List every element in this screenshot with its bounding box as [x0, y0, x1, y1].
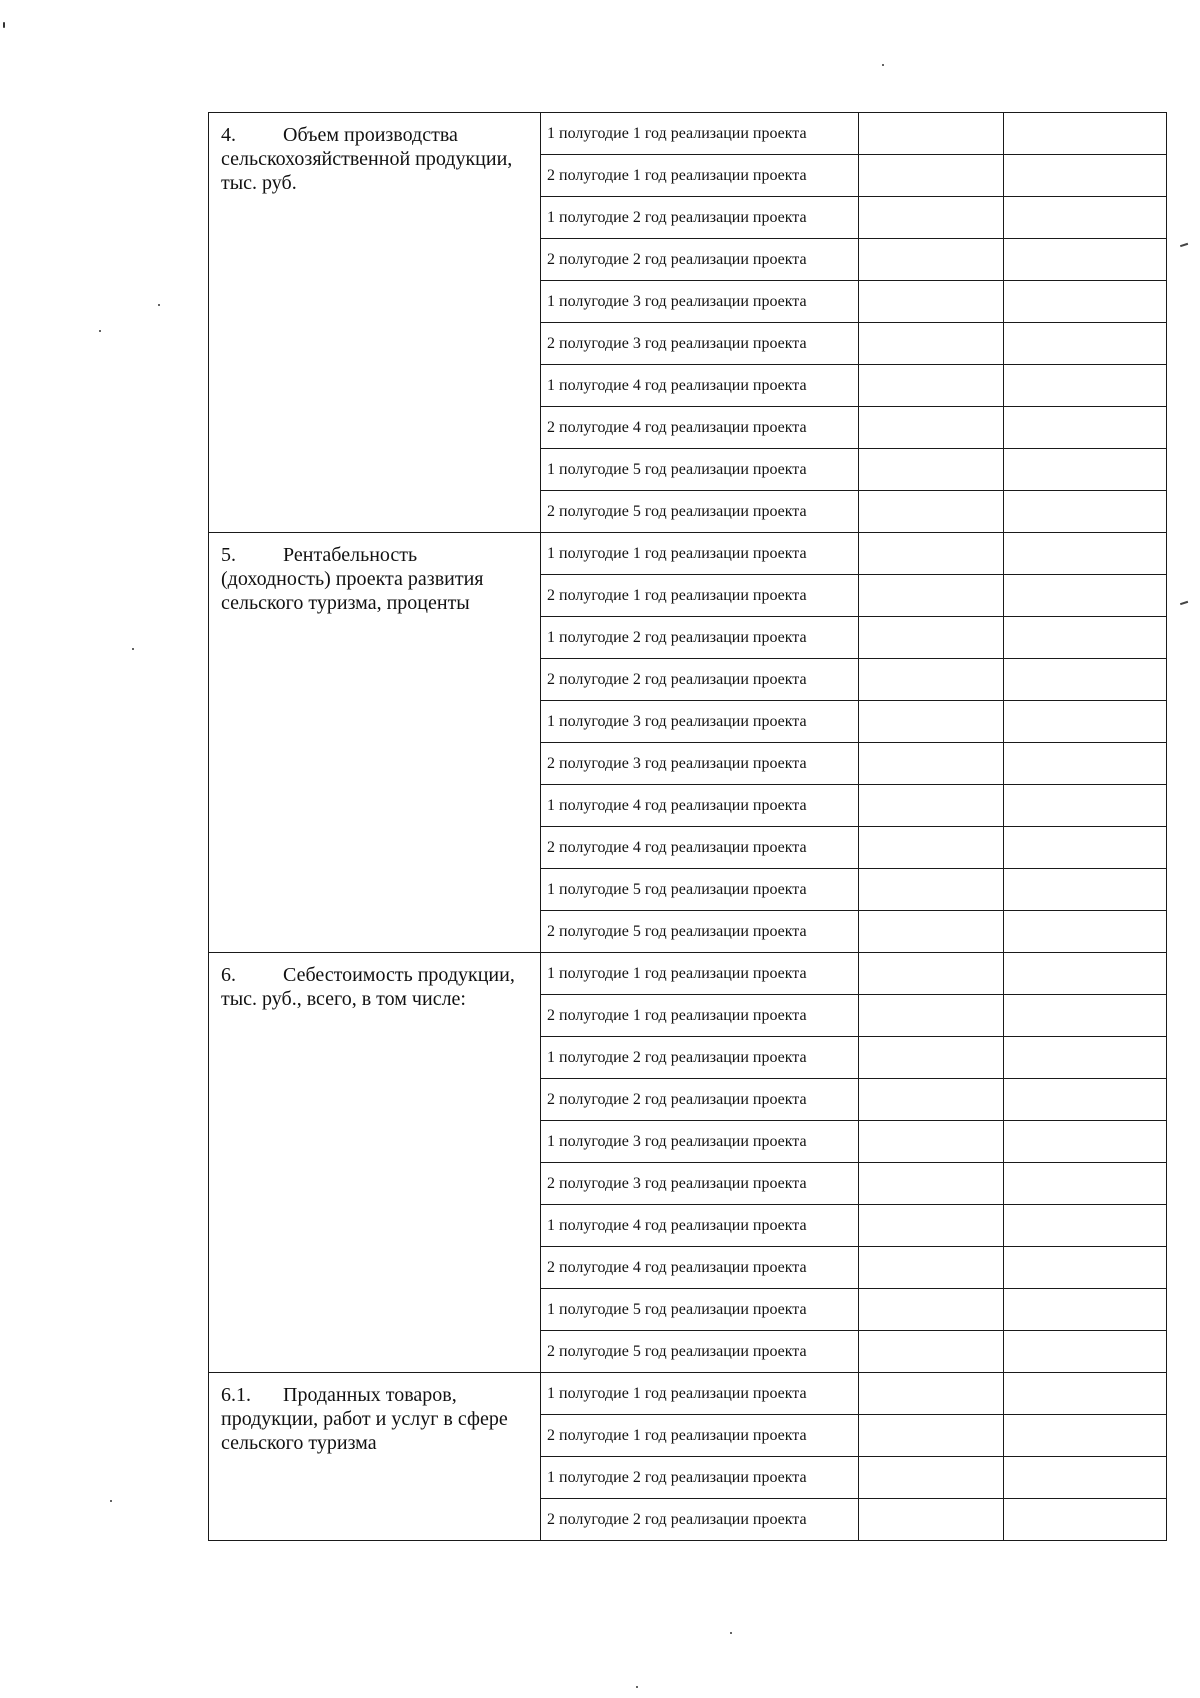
value-cell-2[interactable]: [1004, 953, 1167, 995]
value-cell-2[interactable]: [1004, 869, 1167, 911]
value-cell-2[interactable]: [1004, 1247, 1167, 1289]
value-cell-1[interactable]: [859, 953, 1004, 995]
period-cell: 1 полугодие 1 год реализации проекта: [541, 1373, 859, 1415]
period-cell: 2 полугодие 5 год реализации проекта: [541, 911, 859, 953]
value-cell-1[interactable]: [859, 1121, 1004, 1163]
value-cell-2[interactable]: [1004, 911, 1167, 953]
value-cell-1[interactable]: [859, 659, 1004, 701]
value-cell-2[interactable]: [1004, 995, 1167, 1037]
period-cell: 2 полугодие 3 год реализации проекта: [541, 323, 859, 365]
value-cell-1[interactable]: [859, 155, 1004, 197]
indicator-cell: [209, 113, 541, 533]
period-cell: 2 полугодие 2 год реализации проекта: [541, 1079, 859, 1121]
period-cell: 2 полугодие 2 год реализации проекта: [541, 659, 859, 701]
value-cell-1[interactable]: [859, 239, 1004, 281]
value-cell-2[interactable]: [1004, 1457, 1167, 1499]
value-cell-1[interactable]: [859, 785, 1004, 827]
table-row: [209, 953, 1167, 995]
value-cell-2[interactable]: [1004, 1079, 1167, 1121]
period-cell: 2 полугодие 4 год реализации проекта: [541, 827, 859, 869]
indicator-title: Проданных товаров, продукции, работ и услуг в сфере сельского туризма: [221, 1384, 508, 1454]
value-cell-2[interactable]: [1004, 533, 1167, 575]
indicator-cell: [209, 1373, 541, 1541]
value-cell-2[interactable]: [1004, 827, 1167, 869]
period-cell: 1 полугодие 2 год реализации проекта: [541, 1457, 859, 1499]
period-cell: 2 полугодие 5 год реализации проекта: [541, 1331, 859, 1373]
value-cell-2[interactable]: [1004, 1121, 1167, 1163]
value-cell-1[interactable]: [859, 995, 1004, 1037]
value-cell-1[interactable]: [859, 743, 1004, 785]
value-cell-2[interactable]: [1004, 1037, 1167, 1079]
value-cell-1[interactable]: [859, 281, 1004, 323]
indicator-number: 4.: [221, 124, 236, 146]
value-cell-2[interactable]: [1004, 155, 1167, 197]
indicator-title: Рентабельность (доходность) проекта развития сельского туризма, проценты: [221, 544, 484, 614]
value-cell-1[interactable]: [859, 1163, 1004, 1205]
period-cell: 1 полугодие 2 год реализации проекта: [541, 197, 859, 239]
value-cell-1[interactable]: [859, 1331, 1004, 1373]
period-cell: 2 полугодие 1 год реализации проекта: [541, 155, 859, 197]
value-cell-2[interactable]: [1004, 1499, 1167, 1541]
period-cell: 1 полугодие 4 год реализации проекта: [541, 785, 859, 827]
period-cell: 1 полугодие 2 год реализации проекта: [541, 1037, 859, 1079]
period-cell: 1 полугодие 4 год реализации проекта: [541, 1205, 859, 1247]
value-cell-2[interactable]: [1004, 281, 1167, 323]
indicator-title: Объем производства сельскохозяйственной продукции, тыс. руб.: [221, 124, 513, 194]
indicators-table-body: [209, 113, 1167, 1541]
period-cell: 1 полугодие 5 год реализации проекта: [541, 869, 859, 911]
period-cell: 1 полугодие 3 год реализации проекта: [541, 701, 859, 743]
value-cell-1[interactable]: [859, 1247, 1004, 1289]
scan-mark: [1180, 601, 1188, 605]
value-cell-1[interactable]: [859, 1499, 1004, 1541]
period-cell: 1 полугодие 1 год реализации проекта: [541, 953, 859, 995]
scan-speck: [3, 22, 5, 28]
period-cell: 2 полугодие 4 год реализации проекта: [541, 1247, 859, 1289]
value-cell-2[interactable]: [1004, 785, 1167, 827]
table-row: [209, 1373, 1167, 1415]
value-cell-1[interactable]: [859, 1289, 1004, 1331]
scan-speck: [636, 1686, 638, 1688]
table-row: [209, 533, 1167, 575]
value-cell-1[interactable]: [859, 407, 1004, 449]
value-cell-2[interactable]: [1004, 239, 1167, 281]
value-cell-1[interactable]: [859, 491, 1004, 533]
period-cell: 2 полугодие 3 год реализации проекта: [541, 1163, 859, 1205]
value-cell-2[interactable]: [1004, 323, 1167, 365]
value-cell-2[interactable]: [1004, 1163, 1167, 1205]
period-cell: 2 полугодие 4 год реализации проекта: [541, 407, 859, 449]
indicator-number: 5.: [221, 544, 236, 566]
period-cell: 1 полугодие 5 год реализации проекта: [541, 449, 859, 491]
value-cell-1[interactable]: [859, 575, 1004, 617]
value-cell-2[interactable]: [1004, 743, 1167, 785]
scan-mark: [1180, 243, 1188, 247]
period-cell: 1 полугодие 3 год реализации проекта: [541, 1121, 859, 1163]
value-cell-2[interactable]: [1004, 407, 1167, 449]
value-cell-1[interactable]: [859, 1205, 1004, 1247]
indicators-table: [208, 112, 1167, 1541]
period-cell: 2 полугодие 1 год реализации проекта: [541, 995, 859, 1037]
value-cell-1[interactable]: [859, 869, 1004, 911]
value-cell-2[interactable]: [1004, 1331, 1167, 1373]
value-cell-2[interactable]: [1004, 365, 1167, 407]
period-cell: 2 полугодие 2 год реализации проекта: [541, 239, 859, 281]
value-cell-1[interactable]: [859, 1373, 1004, 1415]
value-cell-2[interactable]: [1004, 659, 1167, 701]
value-cell-2[interactable]: [1004, 1373, 1167, 1415]
period-cell: 2 полугодие 2 год реализации проекта: [541, 1499, 859, 1541]
value-cell-2[interactable]: [1004, 575, 1167, 617]
period-cell: 1 полугодие 5 год реализации проекта: [541, 1289, 859, 1331]
value-cell-1[interactable]: [859, 449, 1004, 491]
value-cell-1[interactable]: [859, 113, 1004, 155]
value-cell-1[interactable]: [859, 1415, 1004, 1457]
indicator-title: Себестоимость продукции, тыс. руб., всего, в том числе:: [221, 964, 515, 1010]
period-cell: 1 полугодие 2 год реализации проекта: [541, 617, 859, 659]
value-cell-2[interactable]: [1004, 1205, 1167, 1247]
value-cell-1[interactable]: [859, 911, 1004, 953]
value-cell-2[interactable]: [1004, 1415, 1167, 1457]
value-cell-1[interactable]: [859, 365, 1004, 407]
indicator-cell: [209, 533, 541, 953]
value-cell-2[interactable]: [1004, 197, 1167, 239]
scan-speck: [132, 648, 134, 650]
period-cell: 2 полугодие 1 год реализации проекта: [541, 575, 859, 617]
indicator-number: 6.1.: [221, 1384, 251, 1406]
period-cell: 2 полугодие 3 год реализации проекта: [541, 743, 859, 785]
scan-speck: [158, 304, 160, 306]
value-cell-2[interactable]: [1004, 1289, 1167, 1331]
value-cell-2[interactable]: [1004, 617, 1167, 659]
period-cell: 1 полугодие 1 год реализации проекта: [541, 533, 859, 575]
value-cell-1[interactable]: [859, 197, 1004, 239]
value-cell-1[interactable]: [859, 323, 1004, 365]
scan-speck: [882, 64, 884, 66]
period-cell: 1 полугодие 1 год реализации проекта: [541, 113, 859, 155]
value-cell-1[interactable]: [859, 617, 1004, 659]
value-cell-1[interactable]: [859, 827, 1004, 869]
value-cell-1[interactable]: [859, 533, 1004, 575]
value-cell-1[interactable]: [859, 1457, 1004, 1499]
scan-speck: [730, 1632, 732, 1634]
value-cell-1[interactable]: [859, 1079, 1004, 1121]
period-cell: 2 полугодие 1 год реализации проекта: [541, 1415, 859, 1457]
value-cell-2[interactable]: [1004, 491, 1167, 533]
indicator-cell: [209, 953, 541, 1373]
table-row: [209, 113, 1167, 155]
value-cell-2[interactable]: [1004, 701, 1167, 743]
value-cell-2[interactable]: [1004, 113, 1167, 155]
scan-speck: [99, 330, 101, 332]
period-cell: 2 полугодие 5 год реализации проекта: [541, 491, 859, 533]
scan-speck: [110, 1500, 112, 1502]
value-cell-1[interactable]: [859, 1037, 1004, 1079]
period-cell: 1 полугодие 3 год реализации проекта: [541, 281, 859, 323]
period-cell: 1 полугодие 4 год реализации проекта: [541, 365, 859, 407]
value-cell-1[interactable]: [859, 701, 1004, 743]
value-cell-2[interactable]: [1004, 449, 1167, 491]
indicator-number: 6.: [221, 964, 236, 986]
